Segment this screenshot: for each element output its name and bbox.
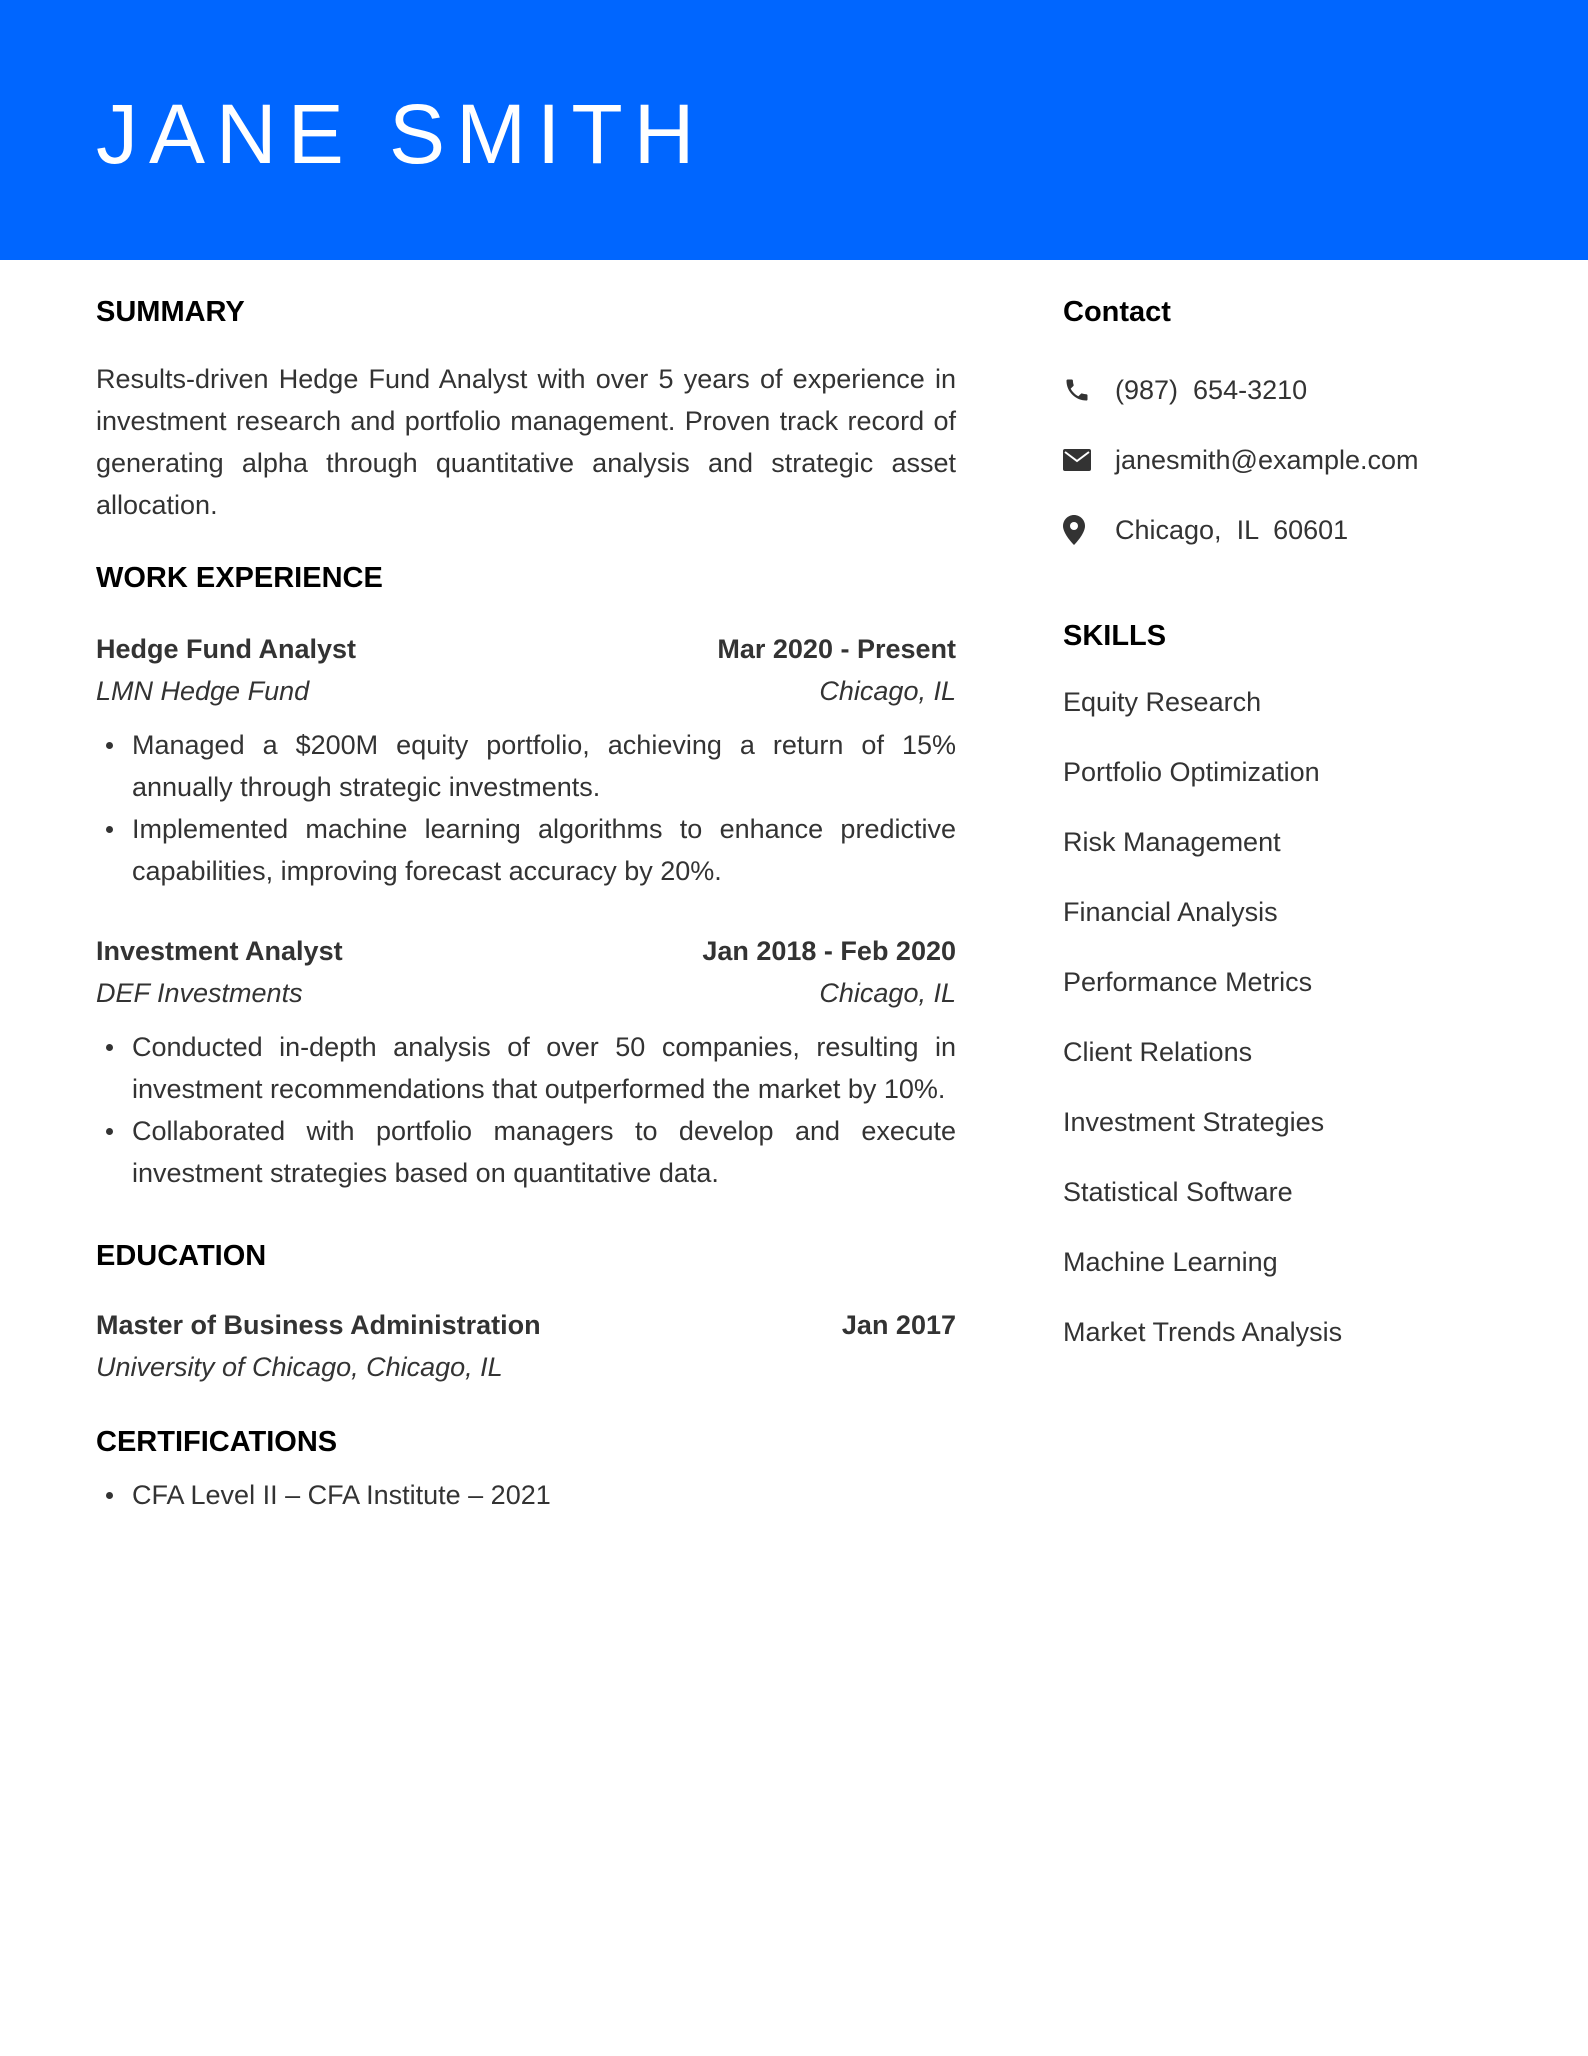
skill-item: Risk Management (1063, 827, 1281, 857)
job-bullet: Implemented machine learning algorithms to enhance predictive capabilities, improving forecast accuracy by 20%. (96, 808, 956, 892)
skill-item: Performance Metrics (1063, 967, 1313, 997)
contact-phone (1063, 370, 1503, 410)
job-bullets (96, 1026, 956, 1194)
skill-item: Statistical Software (1063, 1177, 1293, 1207)
skill-item: Client Relations (1063, 1037, 1253, 1067)
main-column (96, 292, 956, 1516)
education-date: Jan 2017 (841, 1310, 956, 1340)
job-location: Chicago, IL (819, 978, 956, 1008)
contact-email-text: janesmith@example.com (1115, 444, 1419, 475)
skill-item: Investment Strategies (1063, 1107, 1325, 1137)
skill-item: Machine Learning (1063, 1247, 1278, 1277)
skill-item: Market Trends Analysis (1063, 1317, 1343, 1347)
skill-item: Equity Research (1063, 687, 1262, 717)
job-bullet: Conducted in-depth analysis of over 50 companies, resulting in investment recommendations that outperformed the market by 10%. (96, 1026, 956, 1110)
skill-item: Portfolio Optimization (1063, 757, 1320, 787)
job-role: Investment Analyst (96, 936, 343, 966)
education-school: University of Chicago, Chicago, IL (96, 1352, 503, 1382)
certifications-list (96, 1474, 956, 1516)
job-company: DEF Investments (96, 978, 303, 1008)
job-location: Chicago, IL (819, 676, 956, 706)
work-experience-heading: WORK EXPERIENCE (96, 562, 383, 594)
certifications-heading: CERTIFICATIONS (96, 1426, 338, 1458)
education-degree: Master of Business Administration (96, 1310, 541, 1340)
skills-heading: SKILLS (1063, 620, 1167, 652)
candidate-name: JANE SMITH (96, 87, 706, 181)
contact-location (1063, 510, 1503, 550)
job-bullet: Collaborated with portfolio managers to develop and execute investment strategies based on quantitative data. (96, 1110, 956, 1194)
job-entry (96, 930, 956, 1194)
contact-email (1063, 440, 1503, 480)
summary-text: Results-driven Hedge Fund Analyst with over 5 years of experience in investment research and portfolio management. Proven track record of generating alpha through quantitative analysis and strategic asset allocation. (96, 364, 956, 520)
envelope-icon (1063, 443, 1097, 477)
job-role: Hedge Fund Analyst (96, 634, 357, 664)
sidebar-column (1063, 292, 1503, 1352)
skills-list (1063, 682, 1503, 1352)
job-company: LMN Hedge Fund (96, 676, 310, 706)
map-pin-icon (1063, 513, 1097, 547)
phone-icon (1063, 373, 1097, 407)
certification-item: CFA Level II – CFA Institute – 2021 (96, 1474, 956, 1516)
contact-heading: Contact (1063, 296, 1171, 328)
contact-location-text: Chicago, IL 60601 (1115, 514, 1349, 545)
job-entry (96, 628, 956, 892)
job-bullet: Managed a $200M equity portfolio, achieving a return of 15% annually through strategic investments. (96, 724, 956, 808)
contact-phone-text: (987) 654-3210 (1115, 374, 1308, 405)
summary-heading: SUMMARY (96, 296, 245, 328)
job-bullets (96, 724, 956, 892)
education-heading: EDUCATION (96, 1240, 267, 1272)
education-entry (96, 1304, 956, 1388)
header-banner (0, 0, 1588, 260)
job-dates: Jan 2018 - Feb 2020 (702, 936, 956, 966)
skill-item: Financial Analysis (1063, 897, 1278, 927)
job-dates: Mar 2020 - Present (717, 634, 956, 664)
